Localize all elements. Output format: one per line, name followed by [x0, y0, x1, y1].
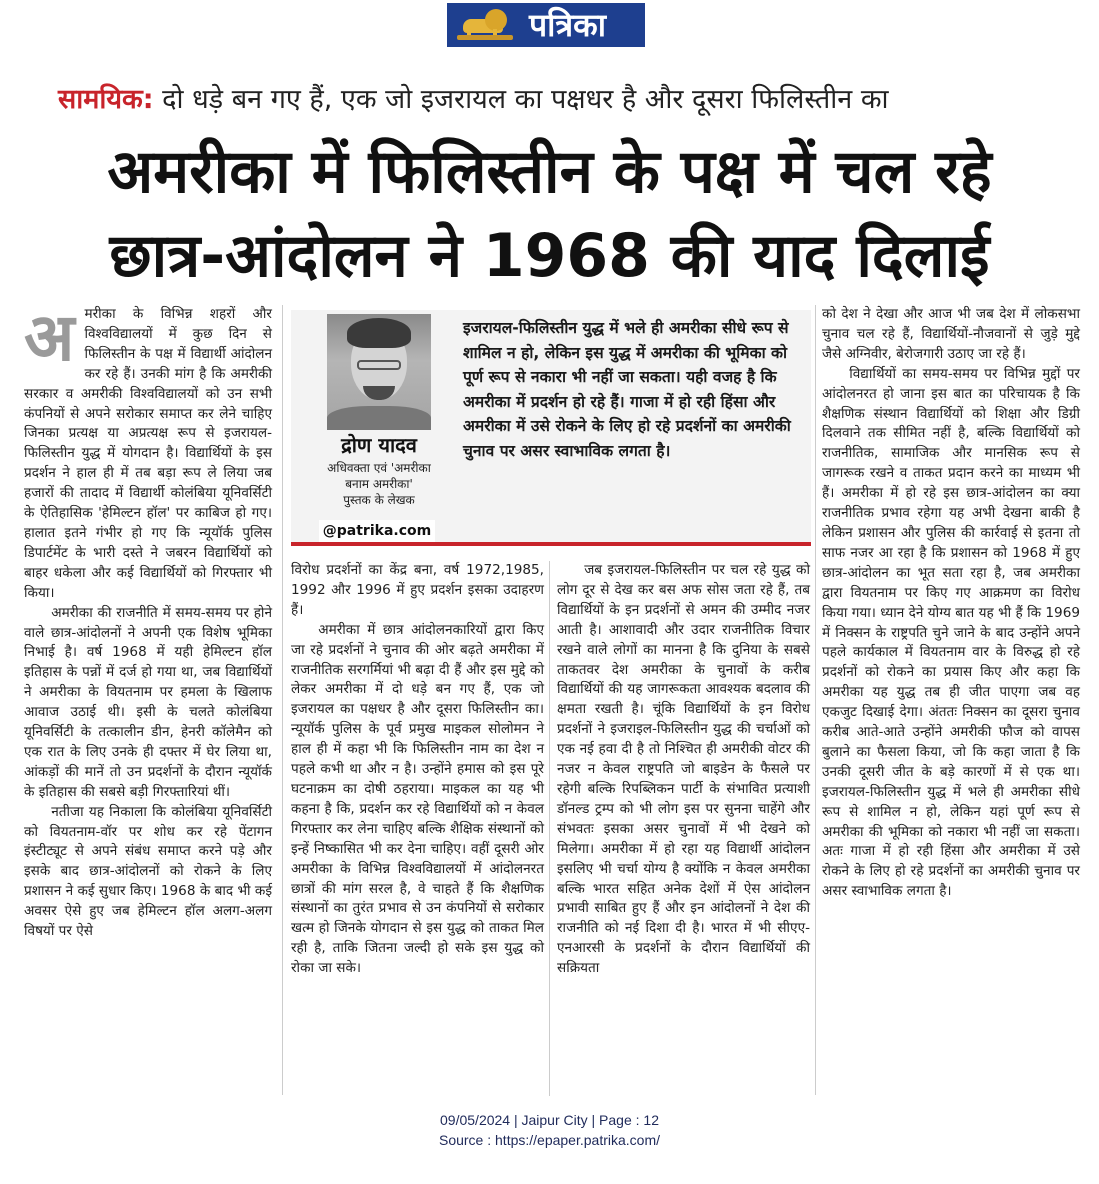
edition-info: 09/05/2024 | Jaipur City | Page : 12: [440, 1112, 659, 1128]
kicker-line: [58, 80, 1058, 120]
paragraph: विरोध प्रदर्शनों का केंद्र बना, वर्ष 1972,1985, 1992 और 1996 में हुए प्रदर्शन इसका उदाहरण हैं।: [291, 562, 544, 618]
paragraph: को देश ने देखा और आज भी जब देश में लोकसभा चुनाव चल रहे हैं, विद्यार्थियों-नौजवानों से जुड़े मुद्दे जैसे अग्निवीर, बेरोजगारी उठाए जा रहे हैं।: [822, 306, 1080, 362]
author-description-line: पुस्तक के लेखक: [343, 493, 415, 507]
source-footer: [0, 1110, 1099, 1150]
article-column-4: [822, 305, 1080, 902]
paragraph: अमरीका की राजनीति में समय-समय पर होने वाले छात्र-आंदोलनों ने अपनी एक विशेष भूमिका निभाई है। वर्ष 1968 में यही हेमिल्टन हॉल इतिहास के पन्नों में दर्ज हो गया था, जब विद्यार्थियों ने अमरीका के वियतनाम पर हमला के खिलाफ आवाज उठाई थी। इसी के चलते कोलंबिया यूनिवर्सिटी के तत्कालीन डीन, हेनरी कॉलेमैन को एक रात के लिए उनके ही दफ्तर में घेर लिया था, आंकड़ों की मानें तो उन प्रदर्शनों के दौरान न्यूयॉर्क के इतिहास की सबसे बड़ी गिरफ्तारियां थीं।: [24, 604, 272, 800]
article-column-2: [291, 561, 544, 979]
author-photo: [327, 314, 431, 430]
column-divider: [282, 305, 283, 1095]
author-handle: @patrika.com: [319, 520, 435, 542]
kicker-text: दो धड़े बन गए हैं, एक जो इजरायल का पक्षधर है और दूसरा फिलिस्तीन का: [153, 84, 889, 115]
paragraph: नतीजा यह निकाला कि कोलंबिया यूनिवर्सिटी को वियतनाम-वॉर पर शोध कर रहे पेंटागन इंस्टीट्यूट से अपने संबंध समाप्त करने पड़े और इसके बाद छात्र-आंदोलनों को रोकने के लिए प्रशासन ने कई सुधार किए। 1968 के बाद भी कई अवसर ऐसे हुए जब हेमिल्टन हॉल अलग-अलग विषयों पर ऐसे: [24, 803, 272, 940]
author-description-line: अधिवक्ता एवं 'अमरीका: [327, 461, 431, 475]
paragraph: विद्यार्थियों का समय-समय पर विभिन्न मुद्दों पर आंदोलनरत हो जाना इस बात का परिचायक है कि शैक्षणिक संस्थान विद्यार्थियों को शिक्षा और डिग्री दिलवाने तक सीमित नहीं है, बल्कि विद्यार्थियों को राजनीतिक, सामाजिक और मानसिक रूप से जागरूक रखने व ताकत प्रदान करने का माध्यम भी हैं। अमरीका में हो रहे इस छात्र-आंदोलन का क्या राजनीतिक प्रभाव रहेगा यह अभी देखना बाकी है लेकिन प्रशासन और पुलिस की कार्रवाई से इतना तो साफ नजर आ रहा है कि प्रशासन को 1968 में हुए छात्र-आंदोलन का भूत सता रहा है, जब अमरीका द्वारा वियतनाम पर किए गए आक्रमण का विरोध किया गया। ध्यान देने योग्य बात यह भी हैं कि 1969 में निक्सन के राष्ट्रपति चुने जाने के बाद उन्होंने अपने पहले कार्यकाल में वियतनाम वार के विरुद्ध हो रहे प्रदर्शनों को रोकने का प्रयास किए और कहा कि अमरीका यह युद्ध तब ही जीत पाएगा जब वह एकजुट दिखाई देगा। अंततः निक्सन का दूसरा चुनाव करीब आते-आते उन्होंने अमरीकी फौज को वापस बुलाने का फैसला किया, जो कि कहा जाता है कि उनकी दूसरी जीत के बड़े कारणों में से एक था। इजरायल-फिलिस्तीन युद्ध में भले ही अमरीका सीधे रूप से शामिल न हो, लेकिन यहां पूर्ण रूप से अमरीका की भूमिका को नकारा भी नहीं जा सकता। अतः गाजा में हो रही हिंसा और अमरीका में उसे रोकने के लिए हो रहे प्रदर्शनों का अमरीकी चुनाव पर असर स्वाभाविक लगता है।: [822, 365, 1080, 900]
newspaper-name: पत्रिका: [529, 6, 606, 44]
headline-line-1: अमरीका में फिलिस्तीन के पक्ष में चल रहे: [107, 137, 992, 207]
paragraph: अमरीका में छात्र आंदोलनकारियों द्वारा किए जा रहे प्रदर्शनों ने चुनाव की ओर बढ़ते अमरीका में राजनीतिक सरगर्मियां भी बढ़ा दी हैं और इस मुद्दे को लेकर अमरीका में दो धड़े बन गए हैं, एक जो इजरायल का पक्षधर है और दूसरा फिलिस्तीन का। न्यूयॉर्क पुलिस के पूर्व प्रमुख माइकल सोलोमन ने हाल ही में कहा भी कि फिलिस्तीन नाम का देश न पहले कभी था और न है। उन्होंने हमास को इस पूरे घटनाक्रम का दोषी ठहराया। माइकल का यह भी कहना है कि, प्रदर्शन कर रहे विद्यार्थियों को न केवल गिरफ्तार कर लेना चाहिए बल्कि शैक्षिक संस्थानों को इन्हें निष्कासित भी कर देना चाहिए। वहीं दूसरी ओर अमरीका के विभिन्न विश्वविद्यालयों में आंदोलनरत छात्रों की मांग सरल है, वे चाहते हैं कि शैक्षणिक संस्थानों का तुरंत प्रभाव से उन कंपनियों से सरोकार खत्म हो जिनके योगदान से इस युद्ध को ताकत मिल रही है, ताकि जितना जल्दी हो सके इस युद्ध को रोका जा सके।: [291, 621, 544, 977]
pull-quote-box: [291, 310, 811, 546]
author-description-line: बनाम अमरीका': [345, 477, 413, 491]
author-description: [291, 460, 467, 508]
pull-quote-text: इजरायल-फिलिस्तीन युद्ध में भले ही अमरीका सीधे रूप से शामिल न हो, लेकिन इस युद्ध में अमरीका की भूमिका को पूर्ण रूप से नकारा भी नहीं जा सकता। यही वजह है कि अमरीका में प्रदर्शन हो रहे हैं। गाजा में हो रही हिंसा और अमरीका में उसे रोकने के लिए हो रहे प्रदर्शनों का अमरीकी चुनाव पर असर स्वाभाविक लगता है।: [463, 319, 791, 460]
source-link[interactable]: Source : https://epaper.patrika.com/: [438, 1132, 660, 1148]
column-divider: [549, 561, 550, 1096]
lion-emblem-icon: [457, 7, 515, 43]
masthead-logo: [447, 3, 645, 47]
article-column-3: [557, 561, 810, 979]
paragraph: जब इजरायल-फिलिस्तीन पर चल रहे युद्ध को लोग दूर से देख कर बस अफ सोस जता रहे हैं, तब विद्यार्थियों के इन प्रदर्शनों से अमन की उम्मीद नजर आती है। आशावादी और उदार राजनीतिक विचार रखने वाले लोगों का मानना है कि दुनिया के सबसे ताकतवर देश अमरीका के चुनावों के करीब विद्यार्थियों की यह जागरूकता आवश्यक बदलाव की क्षमता रखती है। चूंकि विद्यार्थियों के इन विरोध प्रदर्शनों ने इजराइल-फिलिस्तीन युद्ध की चर्चाओं को एक नई हवा दी है तो निश्चित ही अमरीकी वोटर की नजर न केवल राष्ट्रपति जो बाइडेन के फैसले पर रहेगी बल्कि रिपब्लिकन पार्टी के संभावित प्रत्याशी डॉनल्ड ट्रम्प को भी लोग इस पर सुनना चाहेंगे और संभवतः इसका असर चुनावों में भी देखने को मिलेगा। अमरीका में हो रहा यह विद्यार्थी आंदोलन इसलिए भी चर्चा योग्य है क्योंकि न केवल अमरीका बल्कि भारत सहित अनेक देशों में ऐस आंदोलन प्रभावी साबित हुए हैं और इन आंदोलनों ने देश की राजनीति को नई दिशा दी है। भारत में भी सीएए-एनआरसी के प्रदर्शनों के दौरान विद्यार्थियों की सक्रियता: [557, 562, 810, 977]
author-name: द्रोण यादव: [341, 433, 417, 457]
headline-line-2: छात्र-आंदोलन ने 1968 की याद दिलाई: [109, 221, 990, 291]
column-divider: [815, 305, 816, 1095]
kicker-label: सामयिक:: [58, 84, 154, 115]
drop-cap: अ: [24, 299, 75, 376]
headline: [0, 130, 1099, 298]
paragraph: मरीका के विभिन्न शहरों और विश्वविद्यालयों में कुछ दिन से फिलिस्तीन के पक्ष में विद्यार्थी आंदोलन कर रहे हैं। उनकी मांग है कि अमरीकी सरकार व अमरीकी विश्वविद्यालयों को उन सभी कंपनियों से अपने सरोकार समाप्त कर लेने चाहिए जिनका प्रत्यक्ष या अप्रत्यक्ष रूप से इजरायल-फिलिस्तीन युद्ध में योगदान है। विद्यार्थियों के इस प्रदर्शन ने हाल ही में तब बड़ा रूप ले लिया जब हजारों की तादाद में विद्यार्थी कोलंबिया यूनिवर्सिटी के ऐतिहासिक 'हेमिल्टन हॉल' पर काबिज हो गए। हालात इतने गंभीर हो गए कि न्यूयॉर्क पुलिस डिपार्टमेंट के भारी दस्ते ने जबरन विद्यार्थियों को बाहर धकेला और कई विद्यार्थियों को गिरफ्तार भी किया।: [24, 306, 272, 601]
article-column-1: [24, 299, 272, 942]
